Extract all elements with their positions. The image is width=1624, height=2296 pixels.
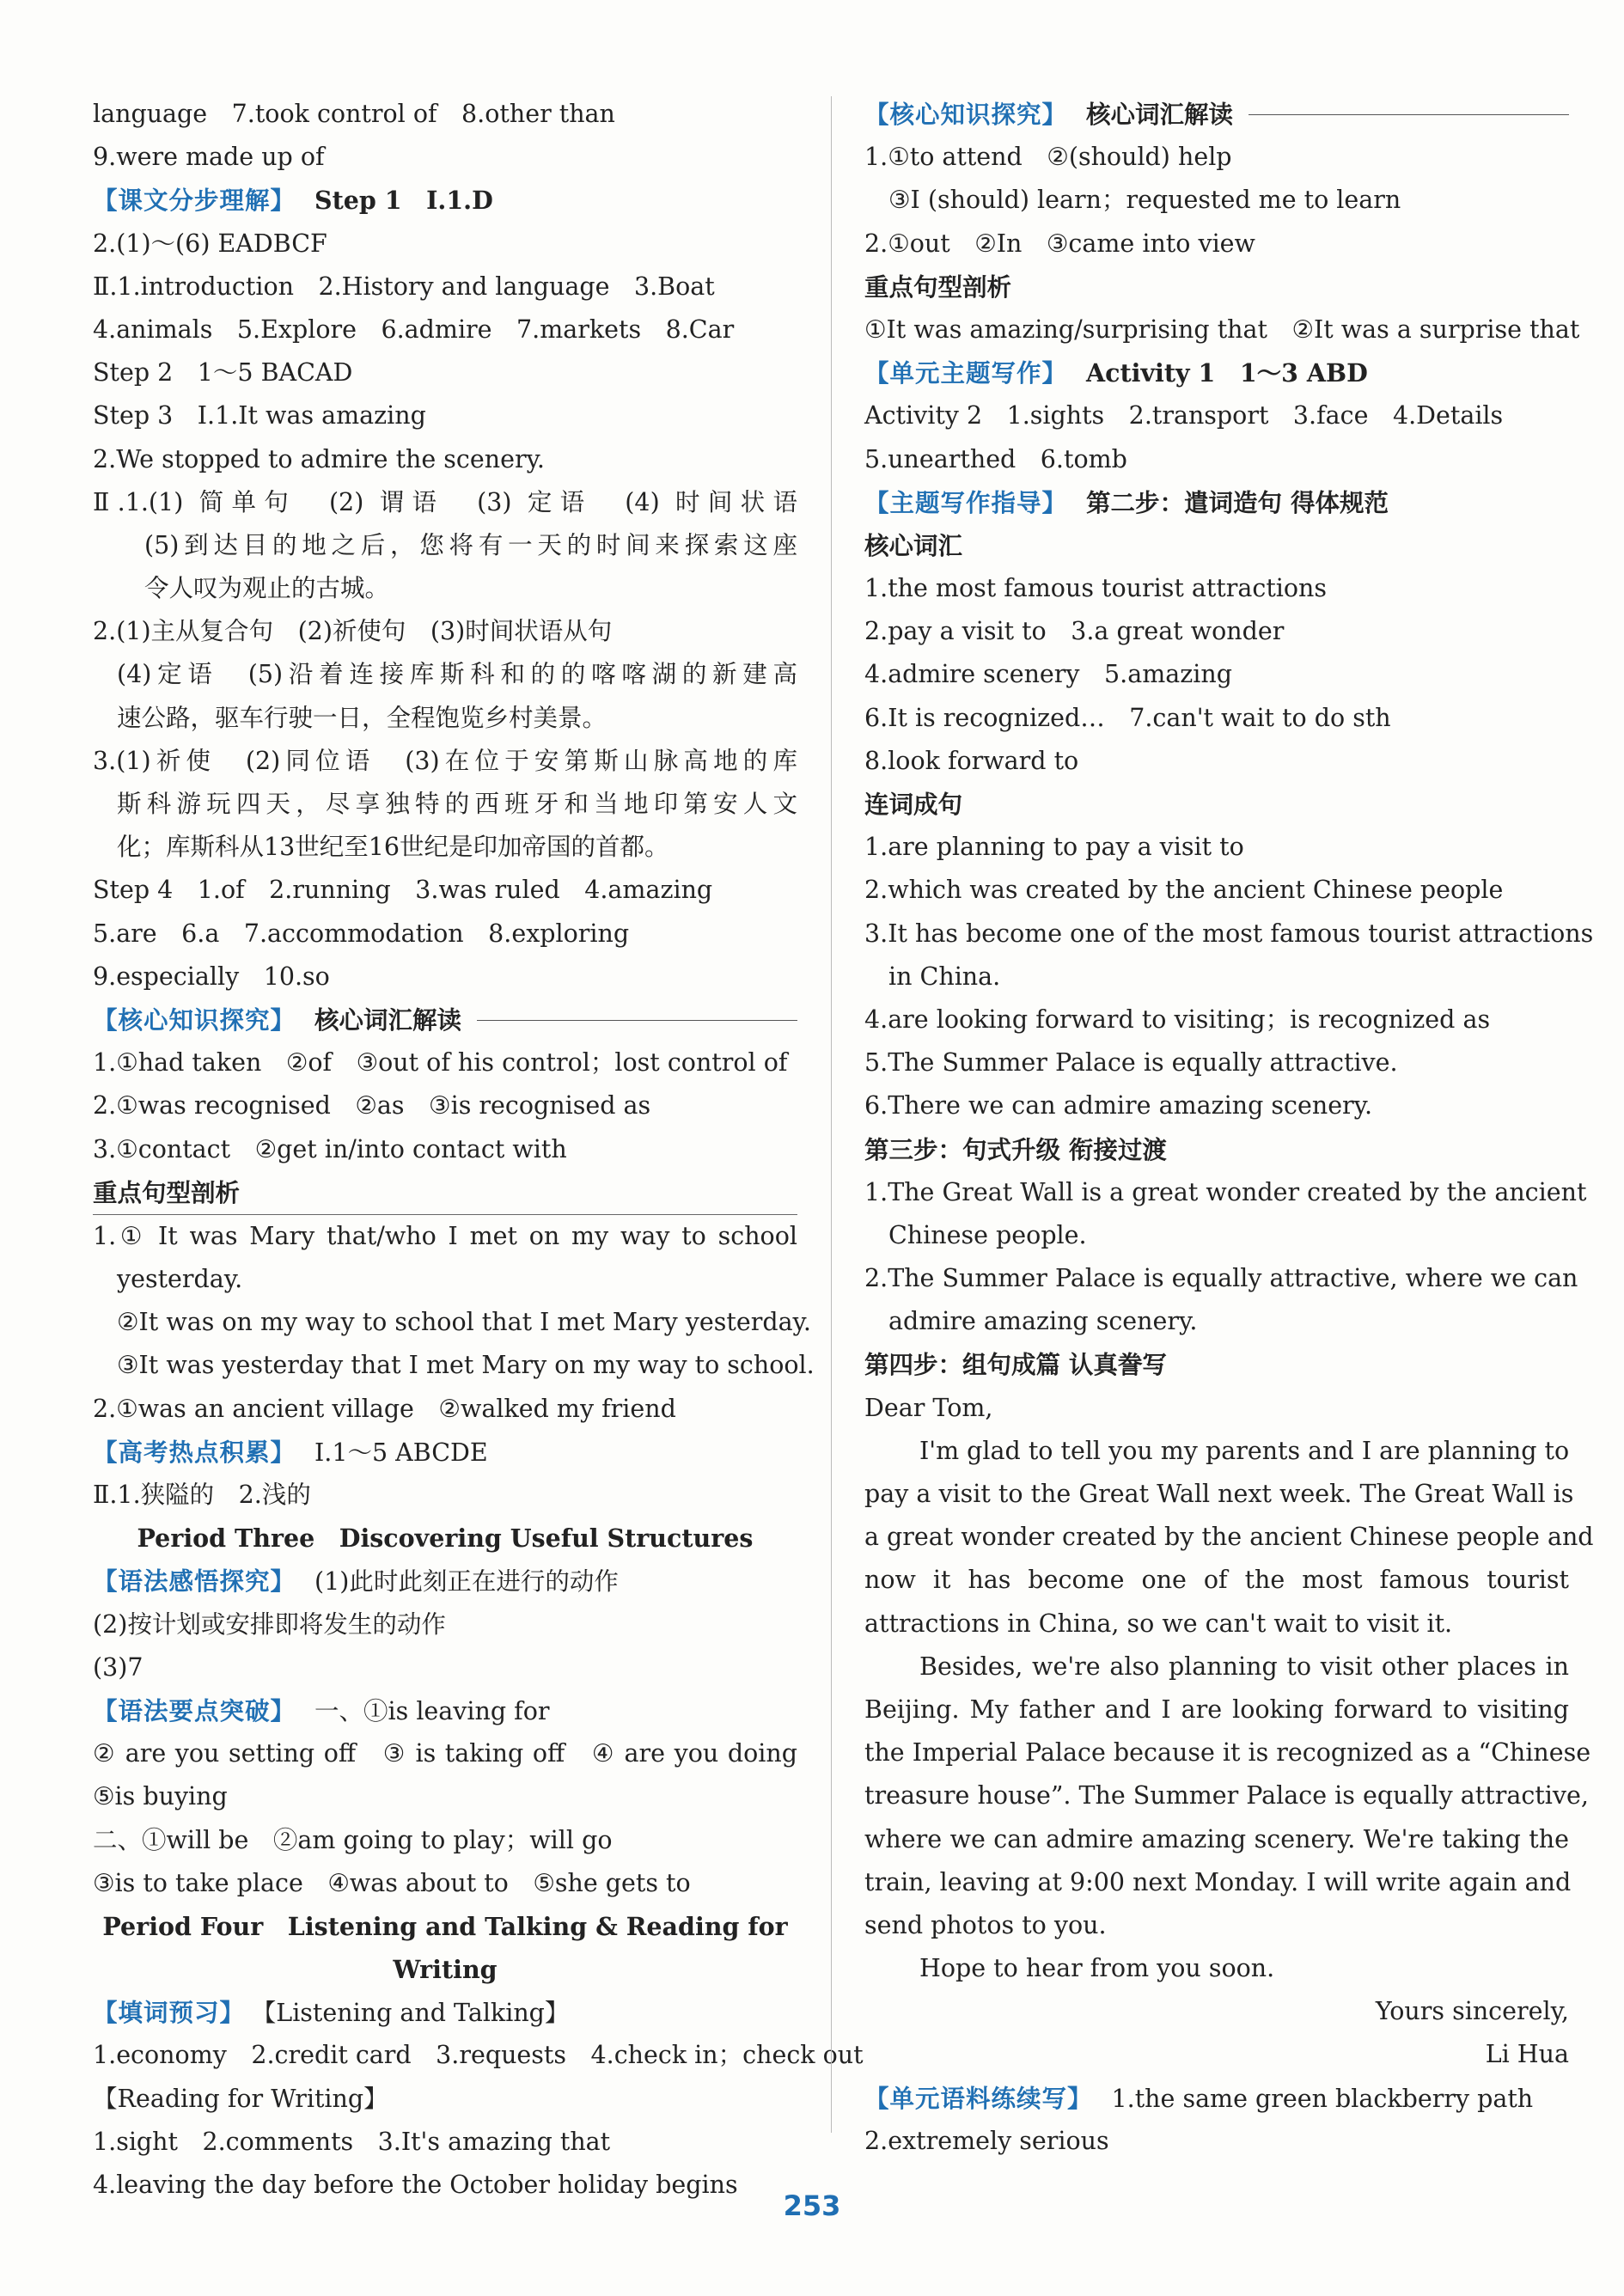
text-line: 9.especially 10.so xyxy=(93,962,330,991)
text-line: 第三步：句式升级 衔接过渡 xyxy=(864,1134,1167,1164)
text-line: send photos to you. xyxy=(864,1910,1107,1939)
text-line: in China. xyxy=(888,962,1001,991)
section-tag: 【高考热点积累】 xyxy=(93,1437,296,1467)
text-line: 1.the most famous tourist attractions xyxy=(864,574,1328,603)
section-text: Ⅰ.1～5 ABCDE xyxy=(314,1438,488,1467)
text-line: 速公路，驱车行驶一日，全程饱览乡村美景。 xyxy=(117,703,607,732)
text-line: 6.It is recognized… 7.can't wait to do sth xyxy=(864,703,1391,732)
text-line: Yours sincerely, xyxy=(1375,1997,1569,2026)
text-line xyxy=(93,1560,797,1603)
text-line: 重点句型剖析 xyxy=(864,272,1012,302)
text-line: Writing xyxy=(393,1955,498,1985)
text-line: 连词成句 xyxy=(864,790,963,819)
text-line: 2.①out ②In ③came into view xyxy=(864,229,1255,258)
section-tag: 【核心知识探究】 xyxy=(93,1004,296,1035)
heading-rule xyxy=(1249,114,1569,115)
text-line: pay a visit to the Great Wall next week. The Great Wall is xyxy=(864,1480,1574,1508)
section-text: Step 1 Ⅰ.1.D xyxy=(314,186,493,216)
text-line: Besides, we're also planning to visit other places in xyxy=(919,1652,1569,1681)
text-line: 1.①to attend ②(should) help xyxy=(864,143,1232,172)
section-text: 一、①is leaving for xyxy=(314,1696,550,1725)
section-tag: 【语法感悟探究】 xyxy=(93,1566,296,1597)
section-text: (1)此时此刻正在进行的动作 xyxy=(314,1567,619,1597)
text-line: ③is to take place ④was about to ⑤she gets to xyxy=(93,1868,691,1897)
text-line: 2.(1)～(6) EADBCF xyxy=(93,229,327,258)
text-line: 4.leaving the day before the October holiday begins xyxy=(93,2171,738,2199)
text-line xyxy=(93,1991,797,2034)
text-line: 2.The Summer Palace is equally attractive, where we can xyxy=(864,1264,1578,1293)
text-line: 1.economy 2.credit card 3.requests 4.check in；check out xyxy=(93,2041,864,2070)
text-line: (5)到达目的地之后，您将有一天的时间来探索这座 xyxy=(144,530,797,559)
section-tag: 【填词预习】 xyxy=(93,1998,246,2028)
text-line: a great wonder created by the ancient Chinese people and xyxy=(864,1523,1594,1552)
text-line: (4)定语 (5)沿着连接库斯科和的的喀喀湖的新建高 xyxy=(117,660,797,689)
text-line: ③I (should) learn；requested me to learn xyxy=(888,186,1401,215)
section-tag: 【语法要点突破】 xyxy=(93,1695,296,1725)
text-line: Beijing. My father and I are looking forward to visiting xyxy=(864,1695,1569,1724)
text-line xyxy=(93,998,797,1041)
text-line: 1.①had taken ②of ③out of his control；lost control of xyxy=(93,1048,788,1078)
text-line xyxy=(93,179,797,222)
text-line: 4.are looking forward to visiting；is recognized as xyxy=(864,1004,1491,1034)
text-line xyxy=(864,481,1569,524)
section-text: 1.the same green blackberry path xyxy=(1111,2084,1534,2113)
text-line: 2.①was recognised ②as ③is recognised as xyxy=(93,1091,651,1121)
text-line xyxy=(93,1431,797,1474)
text-line xyxy=(93,1689,797,1732)
text-line: 9.were made up of xyxy=(93,143,325,172)
section-text: 【Listening and Talking】 xyxy=(264,1999,570,2028)
text-line: Chinese people. xyxy=(888,1220,1087,1249)
text-line: Activity 2 1.sights 2.transport 3.face 4.Details xyxy=(864,401,1504,430)
text-line: 斯科游玩四天，尽享独特的西班牙和当地印第安人文 xyxy=(117,790,797,818)
text-line: Hope to hear from you soon. xyxy=(919,1954,1275,1983)
text-line xyxy=(864,2077,1569,2120)
text-line: ①It was amazing/surprising that ②It was a surprise that xyxy=(864,314,1580,344)
text-line: train, leaving at 9:00 next Monday. I will write again and xyxy=(864,1867,1572,1896)
text-line: (2)按计划或安排即将发生的动作 xyxy=(93,1609,446,1639)
text-line: yesterday. xyxy=(117,1265,243,1294)
text-line: Dear Tom, xyxy=(864,1393,993,1422)
text-line: 4.admire scenery 5.amazing xyxy=(864,660,1232,689)
text-line: 6.There we can admire amazing scenery. xyxy=(864,1091,1373,1121)
text-line: Li Hua xyxy=(1485,2040,1569,2069)
section-tag: 【核心知识探究】 xyxy=(864,100,1068,129)
text-line: 5.The Summer Palace is equally attractive. xyxy=(864,1048,1398,1078)
text-line: 第四步：组句成篇 认真誊写 xyxy=(864,1350,1167,1380)
section-tag: 【单元语料练续写】 xyxy=(864,2083,1093,2113)
text-line: Step 2 1～5 BACAD xyxy=(93,358,353,388)
text-line: 2.extremely serious xyxy=(864,2126,1109,2155)
text-line: 2.①was an ancient village ②walked my friend xyxy=(93,1394,676,1423)
section-tag: 【课文分步理解】 xyxy=(93,186,296,216)
section-tag: 【主题写作指导】 xyxy=(864,487,1068,517)
text-line: treasure house”. The Summer Palace is equally attractive, xyxy=(864,1781,1589,1811)
text-line: ③It was yesterday that I met Mary on my way to school. xyxy=(117,1351,815,1380)
right-column xyxy=(864,93,1594,2163)
column-divider xyxy=(831,96,832,2133)
section-tag: 【单元主题写作】 xyxy=(864,358,1068,388)
text-line: Ⅱ.1.狭隘的 2.浅的 xyxy=(93,1481,311,1509)
text-line: the Imperial Palace because it is recognized as a “Chinese xyxy=(864,1738,1591,1768)
text-line: now it has become one of the most famous tourist xyxy=(864,1566,1569,1595)
text-line: where we can admire amazing scenery. We're taking the xyxy=(864,1824,1569,1853)
text-line: Ⅱ.1.(1) 简单句 (2) 谓语 (3) 定语 (4) 时间状语 xyxy=(93,487,797,516)
text-line: ② are you setting off ③ is taking off ④ are you doing xyxy=(93,1739,797,1768)
text-line: ②It was on my way to school that I met Mary yesterday. xyxy=(117,1308,811,1337)
text-line: 4.animals 5.Explore 6.admire 7.markets 8.Car xyxy=(93,314,735,344)
text-line: Period Three Discovering Useful Structures xyxy=(137,1524,754,1554)
text-line: 重点句型剖析 xyxy=(93,1177,241,1207)
text-line: 1.The Great Wall is a great wonder created by the ancient xyxy=(864,1177,1587,1206)
text-line: (3)7 xyxy=(93,1652,143,1682)
text-line: 1.sight 2.comments 3.It's amazing that xyxy=(93,2127,611,2156)
text-line: 【Reading for Writing】 xyxy=(93,2084,388,2113)
text-line: 2.We stopped to admire the scenery. xyxy=(93,444,545,473)
text-line: Step 4 1.of 2.running 3.was ruled 4.amazing xyxy=(93,876,713,905)
text-line: language 7.took control of 8.other than xyxy=(93,100,615,128)
text-line: Period Four Listening and Talking & Reading for xyxy=(102,1911,788,1941)
text-line: admire amazing scenery. xyxy=(888,1307,1198,1336)
text-line: 3.①contact ②get in/into contact with xyxy=(93,1134,567,1163)
section-text: 核心词汇解读 xyxy=(1086,100,1234,129)
text-line: Ⅱ.1.introduction 2.History and language 3.Boat xyxy=(93,272,715,301)
text-line: I'm glad to tell you my parents and I are planning to xyxy=(919,1436,1570,1465)
text-line: 1.are planning to pay a visit to xyxy=(864,833,1244,862)
text-line: 1.① It was Mary that/who I met on my way to school xyxy=(93,1221,797,1250)
text-line: 核心词汇 xyxy=(864,530,963,560)
text-line: attractions in China, so we can't wait to visit it. xyxy=(864,1609,1453,1638)
text-line: 3.(1)祈使 (2)同位语 (3)在位于安第斯山脉高地的库 xyxy=(93,746,797,775)
text-line: ⑤is buying xyxy=(93,1782,228,1811)
text-line: 化；库斯科从13世纪至16世纪是印加帝国的首都。 xyxy=(117,833,669,862)
text-line xyxy=(864,351,1569,394)
heading-rule xyxy=(477,1020,797,1021)
text-line: 令人叹为观止的古城。 xyxy=(144,574,390,603)
section-text: Activity 1 1～3 ABD xyxy=(1086,358,1368,388)
page-number: 253 xyxy=(783,2189,841,2222)
text-line xyxy=(864,93,1569,136)
text-line: 8.look forward to xyxy=(864,746,1079,775)
section-text: 第二步：遣词造句 得体规范 xyxy=(1086,487,1389,517)
text-line: 二、①will be ②am going to play；will go xyxy=(93,1825,613,1854)
text-line: 3.It has become one of the most famous tourist attractions xyxy=(864,919,1594,948)
text-line: 5.are 6.a 7.accommodation 8.exploring xyxy=(93,919,630,948)
section-text: 核心词汇解读 xyxy=(314,1004,462,1035)
text-line: 2.pay a visit to 3.a great wonder xyxy=(864,617,1285,646)
text-line: 2.(1)主从复合句 (2)祈使句 (3)时间状语从句 xyxy=(93,617,613,646)
text-line: 2.which was created by the ancient Chinese people xyxy=(864,876,1504,905)
text-line: Step 3 Ⅰ.1.It was amazing xyxy=(93,401,426,430)
text-line: 5.unearthed 6.tomb xyxy=(864,444,1127,473)
